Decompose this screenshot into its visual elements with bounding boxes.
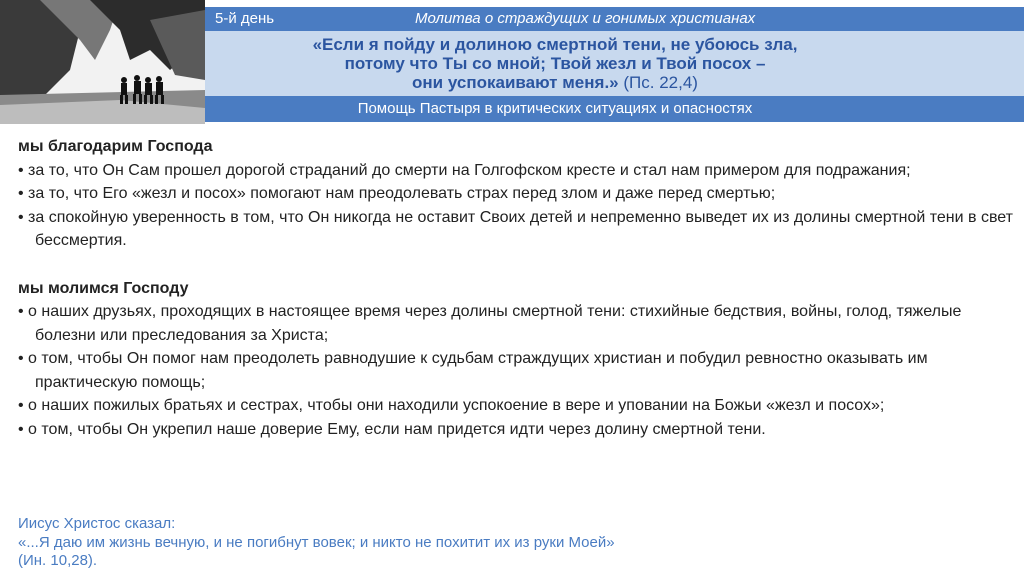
theme-title: Молитва о страждущих и гонимых христианах [415,10,756,27]
list-item: • о наших пожилых братьях и сестрах, чтобы они находили успокоение в вере и уповании на Божьи «жезл и посох»; [18,397,885,414]
section-spacer [18,253,1018,277]
verse-line: «Если я пойду и долиною смертной тени, не убоюсь зла, [312,35,798,54]
header-top-bar [205,7,1024,31]
verse-reference: (Пс. 22,4) [623,73,698,92]
section-title-prayer: мы молимся Господу [18,279,189,297]
header-illustration [0,0,205,124]
prayer-content [18,135,1018,441]
quote-reference: (Ин. 10,28). [18,552,98,569]
verse-box [205,31,1024,96]
verse-line: они успокаивают меня.» (Пс. 22,4) [412,73,698,92]
section-title-thanks: мы благодарим Господа [18,138,213,155]
list-item: • за спокойную уверенность в том, что Он никогда не оставит Своих детей и непременно выведет их из долины смертной тени в свет бессмертия. [18,208,1013,249]
closing-quote [18,515,1018,571]
list-item: • за то, что Он Сам прошел дорогой страданий до смерти на Голгофском кресте и стал нам примером для подражания; [18,161,911,179]
list-item: • о том, чтобы Он помог нам преодолеть равнодушие к судьбам страждущих христиан и побудил ревностно оказывать им практическую помощь; [18,350,928,391]
quote-intro: Иисус Христос сказал: [18,515,176,532]
list-item: • о том, чтобы Он укрепил наше доверие Ему, если нам придется идти через долину смертной тени. [18,420,766,438]
list-item: • о наших друзьях, проходящих в настоящее время через долины смертной тени: стихийные бедствия, войны, голод, тяжелые болезни или преследования за Христа; [18,303,962,344]
list-item: • за то, что Его «жезл и посох» помогают нам преодолевать страх перед злом и даже перед смертью; [18,185,776,202]
header-bottom-bar [205,96,1024,122]
subtitle: Помощь Пастыря в критических ситуациях и опасностях [357,100,753,117]
quote-text: «...Я даю им жизнь вечную, и не погибнут вовек; и никто не похитит их из руки Моей» [18,533,615,551]
verse-line: потому что Ты со мной; Твой жезл и Твой посох – [344,54,766,73]
verse-text [205,35,905,92]
day-label: 5-й день [215,10,275,27]
